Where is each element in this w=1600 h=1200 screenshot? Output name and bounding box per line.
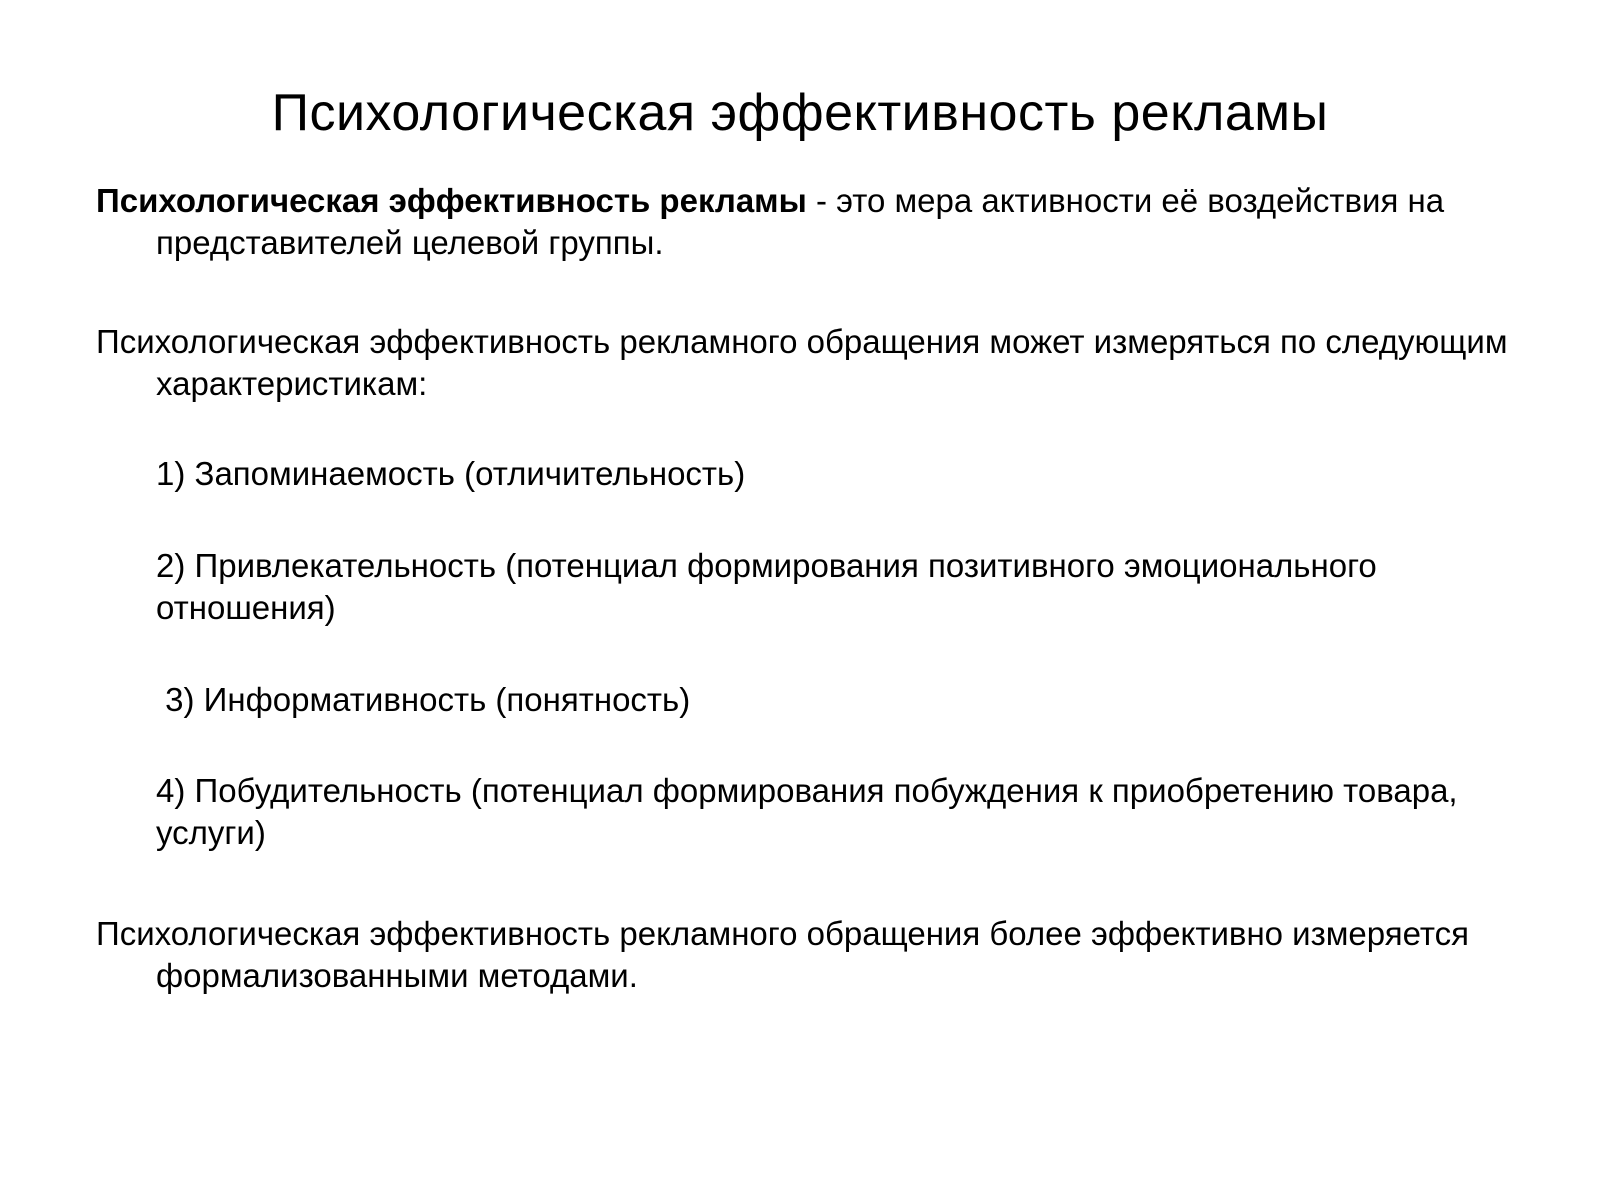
characteristic-item-4: 4) Побудительность (потенциал формирования побуждения к приобретению товара, услуги) — [156, 772, 1458, 851]
characteristic-item-3: 3) Информативность (понятность) — [156, 681, 691, 718]
definition-text: - это мера активности её воздействия на представителей целевой группы. — [156, 182, 1445, 261]
slide-title: Психологическая эффективность рекламы — [271, 84, 1329, 142]
definition-paragraph — [96, 180, 1596, 264]
conclusion-paragraph: Психологическая эффективность рекламного обращения более эффективно измеряется формализованными методами. — [96, 915, 1470, 994]
characteristic-item-1: 1) Запоминаемость (отличительность) — [156, 455, 746, 492]
intro-paragraph: Психологическая эффективность рекламного обращения может измеряться по следующим характеристикам: — [96, 323, 1508, 402]
definition-term: Психологическая эффективность рекламы — [96, 182, 807, 219]
characteristic-item-2: 2) Привлекательность (потенциал формирования позитивного эмоционального отношения) — [156, 547, 1377, 626]
